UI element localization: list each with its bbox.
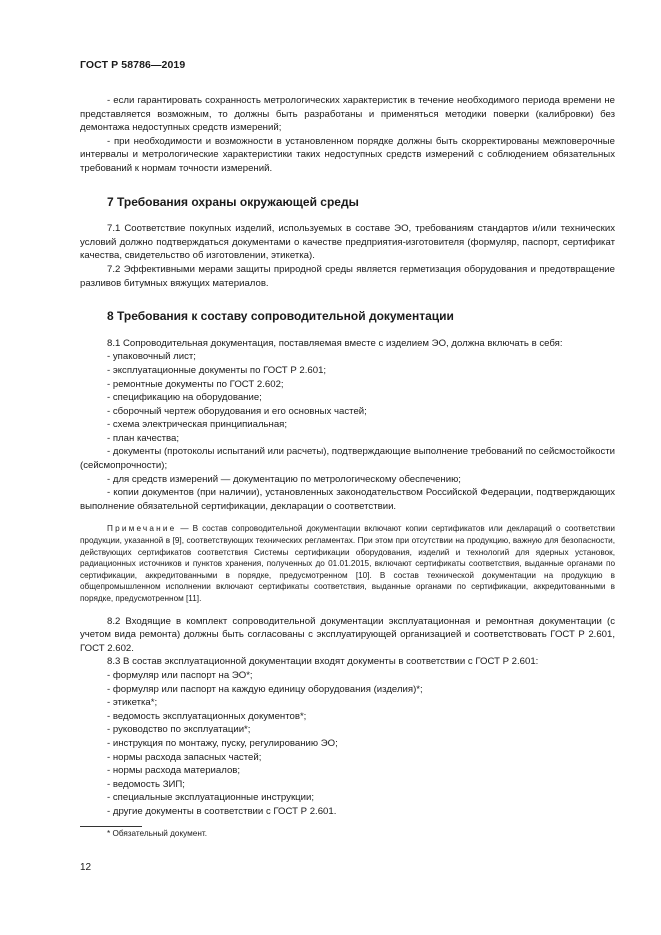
document-body [80, 94, 615, 819]
list-item: - план качества; [107, 432, 179, 444]
section-8-paragraph-2: 8.2 Входящие в комплект сопроводительной документации эксплуатационная и ремонтная документации (с учетом вида ремонта) должны быть согласованы с эксплуатирующей организацией и соответствовать ГОСТ Р 2.601, ГОСТ 2.602. [80, 615, 615, 654]
note-label: Примечание [107, 524, 177, 534]
list-item: - копии документов (при наличии), установленных законодательством Российской Федерации, подтверждающих выполнение обязательной сертификации, декларации о соответствии. [80, 487, 615, 512]
footnote-divider [80, 826, 142, 827]
list-item: - инструкция по монтажу, пуску, регулированию ЭО; [107, 737, 338, 749]
list-item: - для средств измерений — документацию по метрологическому обеспечению; [107, 473, 461, 485]
list-item: - документы (протоколы испытаний или расчеты), подтверждающие выполнение требований по сейсмостойкости (сейсмопрочности); [80, 446, 615, 472]
intro-item-1: - если гарантировать сохранность метрологических характеристик в течение необходимого периода времени не представляется возможным, то должны быть разработаны и применяться методики поверки (калибровки) без демонтажа недоступных средств измерений; [80, 95, 615, 134]
section-8-paragraph-1: 8.1 Сопроводительная документация, поставляемая вместе с изделием ЭО, должна включать в себя: [107, 337, 563, 349]
page-number: 12 [80, 862, 92, 873]
list-item: - ремонтные документы по ГОСТ 2.602; [107, 378, 284, 390]
section-8-title: 8 Требования к составу сопроводительной документации [107, 309, 454, 324]
list-item: - ведомость эксплуатационных документов*; [107, 710, 307, 722]
list-item: - нормы расхода запасных частей; [107, 751, 262, 763]
list-item: - сборочный чертеж оборудования и его основных частей; [107, 405, 367, 417]
section-8-paragraph-3: 8.3 В состав эксплуатационной документации входят документы в соответствии с ГОСТ Р 2.601: [107, 656, 539, 668]
list-item: - руководство по эксплуатации*; [107, 724, 251, 736]
section-7-paragraph-2: 7.2 Эффективными мерами защиты природной среды является герметизация оборудования и предотвращение разливов битумных вяжущих материалов. [80, 263, 615, 289]
list-item: - формуляр или паспорт на каждую единицу оборудования (изделия)*; [107, 683, 423, 695]
section-7-title: 7 Требования охраны окружающей среды [107, 194, 359, 209]
list-item: - формуляр или паспорт на ЭО*; [107, 669, 253, 681]
section-8-list-2 [80, 669, 615, 819]
list-item: - спецификацию на оборудование; [107, 392, 262, 404]
list-item: - ведомость ЗИП; [107, 778, 185, 790]
section-7-paragraph-1: 7.1 Соответствие покупных изделий, используемых в составе ЭО, требованиям стандартов и/или технических условий должно подтверждаться документами о качестве предприятия-изготовителя (формуляр, паспорт, сертификат качества, свидетельство об изготовлении, этикетка). [80, 223, 615, 262]
note-text: — В состав сопроводительной документации включают копии сертификатов или деклараций о соответствии продукции, указанной в [9], соответствующих технических регламентах. При этом при отсутствии на продукцию, важную для безопасности, действующих сертификатов соответствия Системы сертификации оборудования, изделий и технологий для ядерных установок, радиационных источников и пунктов хранения, полученных до 01.01.2015, включают сертификаты соответствия, выданные органами по сертификации, аккредитованными в порядке, предусмотренном [10]. В состав технической документации на продукцию в общепромышленном исполнении включают сертификаты соответствия, выданные органами по сертификации, аккредитованными в порядке, предусмотренном [11]. [80, 524, 615, 603]
list-item: - эксплуатационные документы по ГОСТ Р 2.601; [107, 364, 327, 376]
list-item: - этикетка*; [107, 697, 158, 709]
list-item: - нормы расхода материалов; [107, 765, 241, 777]
list-item: - специальные эксплуатационные инструкции; [107, 792, 315, 804]
list-item: - упаковочный лист; [107, 351, 196, 363]
page-header: ГОСТ Р 58786—2019 [80, 59, 186, 71]
list-item: - другие документы в соответствии с ГОСТ Р 2.601. [107, 805, 337, 817]
note [80, 523, 615, 604]
footnote: * Обязательный документ. [107, 829, 207, 838]
intro-item-2: - при необходимости и возможности в установленном порядке должны быть скорректированы межповерочные интервалы и метрологические характеристики таких недоступных средств измерений с соблюдением обязательных требований к нормам точности измерений. [80, 135, 615, 174]
list-item: - схема электрическая принципиальная; [107, 419, 288, 431]
section-8-list-1 [80, 350, 615, 513]
